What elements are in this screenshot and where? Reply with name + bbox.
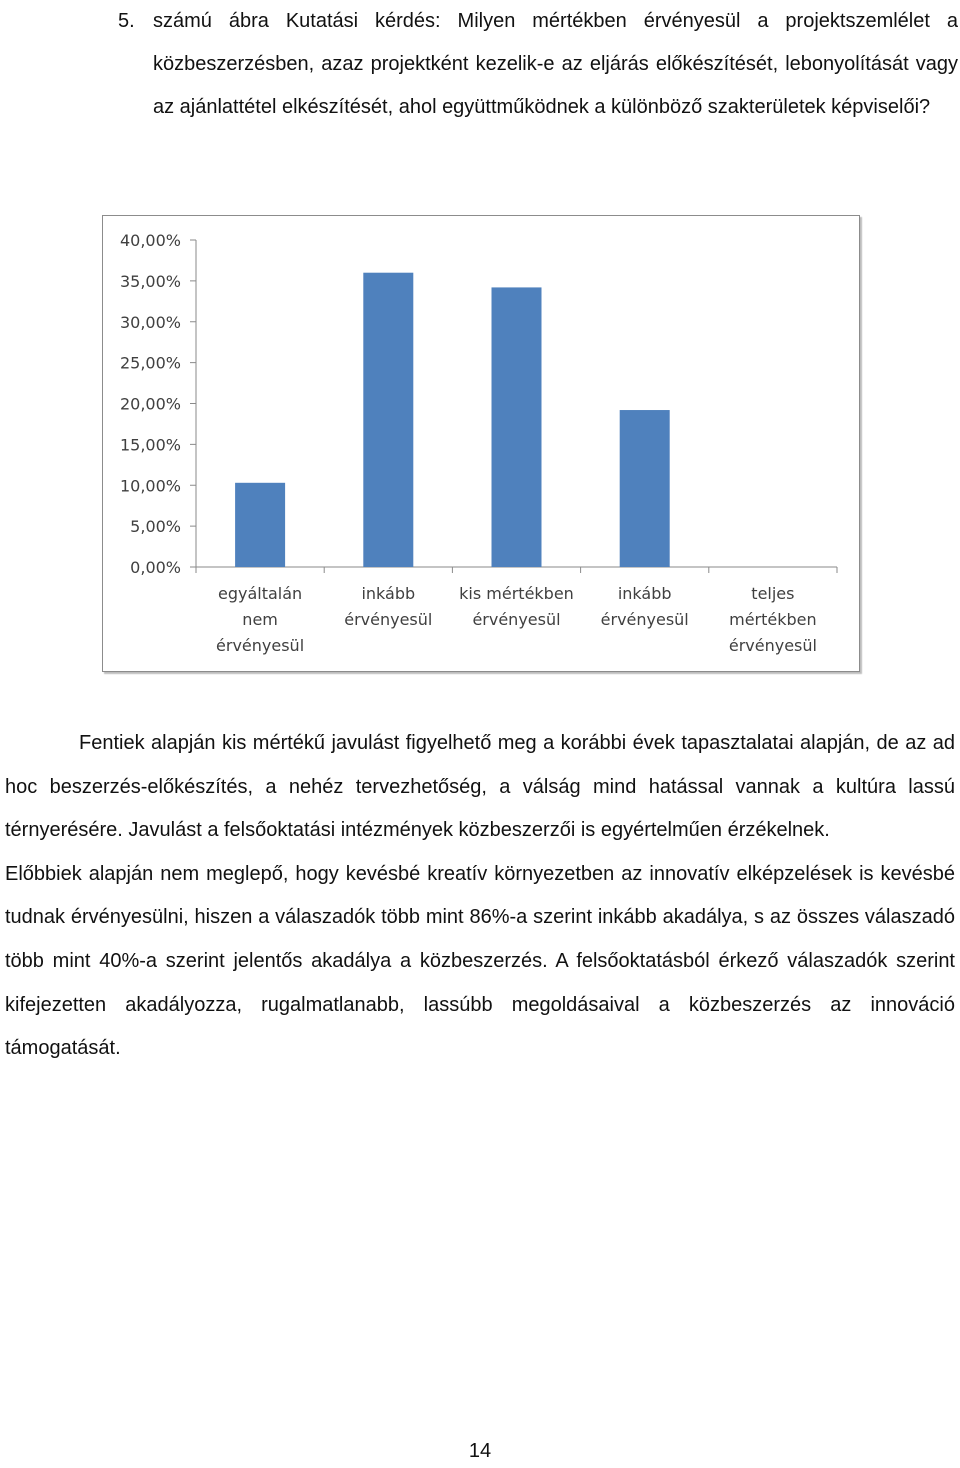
x-tick-label: mértékben: [729, 610, 817, 629]
x-tick-label: inkább: [617, 584, 672, 603]
x-tick-label: egyáltalán: [218, 584, 303, 603]
y-tick-label: 5,00%: [130, 517, 181, 537]
bar: [235, 483, 285, 567]
y-tick-label: 15,00%: [119, 435, 181, 455]
x-tick-label: teljes: [751, 584, 795, 603]
x-tick-label: érvényesül: [472, 610, 561, 629]
x-tick-label: inkább: [361, 584, 416, 603]
y-tick-label: 0,00%: [130, 558, 181, 577]
body-text: [5, 722, 955, 1071]
figure-caption-text: számú ábra Kutatási kérdés: Milyen mértékben érvényesül a projektszemlélet a közbeszerzésben, azaz projektként kezelik-e az eljárás előkészítését, lebonyolítását vagy az ajánlattétel elkészítését, ahol együttműködnek a különböző szakterületek képviselői?: [153, 10, 958, 118]
y-tick-label: 20,00%: [119, 394, 181, 414]
paragraph-1: Fentiek alapján kis mértékű javulást figyelhető meg a korábbi évek tapasztalatai alapján, de az ad hoc beszerzés-előkészítés, a nehéz tervezhetőség, a válság mind hatással vannak a kultúra lassú térnyerésére. Javulást a felsőoktatási intézmények közbeszerzői is egyértelműen érzékelnek.: [5, 732, 955, 842]
y-tick-label: 10,00%: [119, 476, 181, 496]
y-tick-label: 35,00%: [119, 271, 181, 291]
x-tick-label: érvényesül: [344, 610, 433, 629]
bar-chart-svg: [103, 216, 859, 671]
x-tick-label: érvényesül: [728, 636, 817, 655]
y-tick-label: 25,00%: [119, 353, 181, 373]
x-tick-label: érvényesül: [600, 610, 689, 629]
paragraph-2: Előbbiek alapján nem meglepő, hogy kevésbé kreatív környezetben az innovatív elképzelések is kevésbé tudnak érvényesülni, hiszen a válaszadók több mint 86%-a szerint inkább akadálya, s az összes válaszadó több mint 40%-a szerint jelentős akadálya a közbeszerzés. A felsőoktatásból érkező válaszadók szerint kifejezetten akadályozza, rugalmatlanabb, lassúbb megoldásaival a közbeszerzés az innováció támogatását.: [5, 862, 955, 1060]
bar-chart: [102, 215, 860, 672]
x-tick-label: érvényesül: [216, 636, 305, 655]
x-tick-label: kis mértékben: [459, 584, 574, 603]
figure-caption: [118, 0, 958, 129]
bar: [363, 273, 413, 567]
y-tick-label: 40,00%: [119, 231, 181, 250]
bar: [492, 287, 542, 567]
figure-number: 5.: [118, 10, 135, 32]
x-tick-label: nem: [242, 610, 278, 629]
page-number: 14: [468, 1440, 492, 1462]
bar: [620, 410, 670, 567]
y-tick-label: 30,00%: [119, 312, 181, 332]
